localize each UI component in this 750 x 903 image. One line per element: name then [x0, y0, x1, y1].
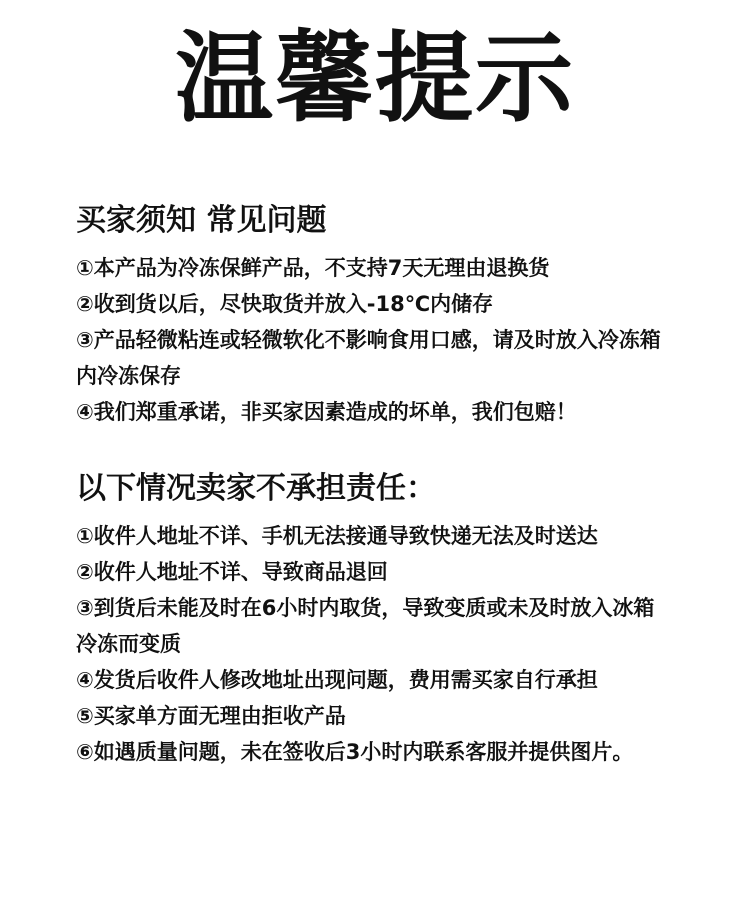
seller-disclaimer-heading: 以下情况卖家不承担责任： [76, 471, 436, 506]
notice-item-1-line-1: ①本产品为冷冻保鲜产品，不支持7天无理由退换货 [76, 256, 550, 280]
disclaimer-item-2 [76, 554, 716, 590]
notice-item-2-line-1: ②收到货以后，尽快取货并放入-18℃内储存 [76, 292, 494, 316]
disclaimer-item-4-line-1: ④发货后收件人修改地址出现问题，费用需买家自行承担 [76, 668, 598, 692]
disclaimer-item-3 [76, 590, 716, 662]
disclaimer-item-1-line-1: ①收件人地址不详、手机无法接通导致快递无法及时送达 [76, 524, 598, 548]
seller-disclaimer-section [76, 468, 716, 770]
disclaimer-item-3-line-1: ③到货后未能及时在6小时内取货，导致变质或未及时放入冰箱 [76, 596, 655, 620]
disclaimer-item-4 [76, 662, 716, 698]
disclaimer-item-5-line-1: ⑤买家单方面无理由拒收产品 [76, 704, 346, 728]
buyer-notice-heading: 买家须知 常见问题 [76, 203, 327, 238]
disclaimer-item-6 [76, 734, 716, 770]
notice-item-4-line-1: ④我们郑重承诺，非买家因素造成的坏单，我们包赔！ [76, 400, 577, 424]
disclaimer-item-6-line-1: ⑥如遇质量问题，未在签收后3小时内联系客服并提供图片。 [76, 740, 634, 764]
disclaimer-item-2-line-1: ②收件人地址不详、导致商品退回 [76, 560, 388, 584]
notice-item-1 [76, 250, 716, 286]
page-title: 温馨提示 [174, 22, 575, 136]
notice-item-3-line-1: ③产品轻微粘连或轻微软化不影响食用口感，请及时放入冷冻箱 [76, 328, 661, 352]
buyer-notice-section [76, 200, 716, 430]
notice-item-4 [76, 394, 716, 430]
disclaimer-item-3-line-2: 冷冻而变质 [76, 632, 181, 656]
notice-item-3 [76, 322, 716, 394]
notice-item-2 [76, 286, 716, 322]
disclaimer-item-1 [76, 518, 716, 554]
disclaimer-item-5 [76, 698, 716, 734]
notice-item-3-line-2: 内冷冻保存 [76, 364, 181, 388]
